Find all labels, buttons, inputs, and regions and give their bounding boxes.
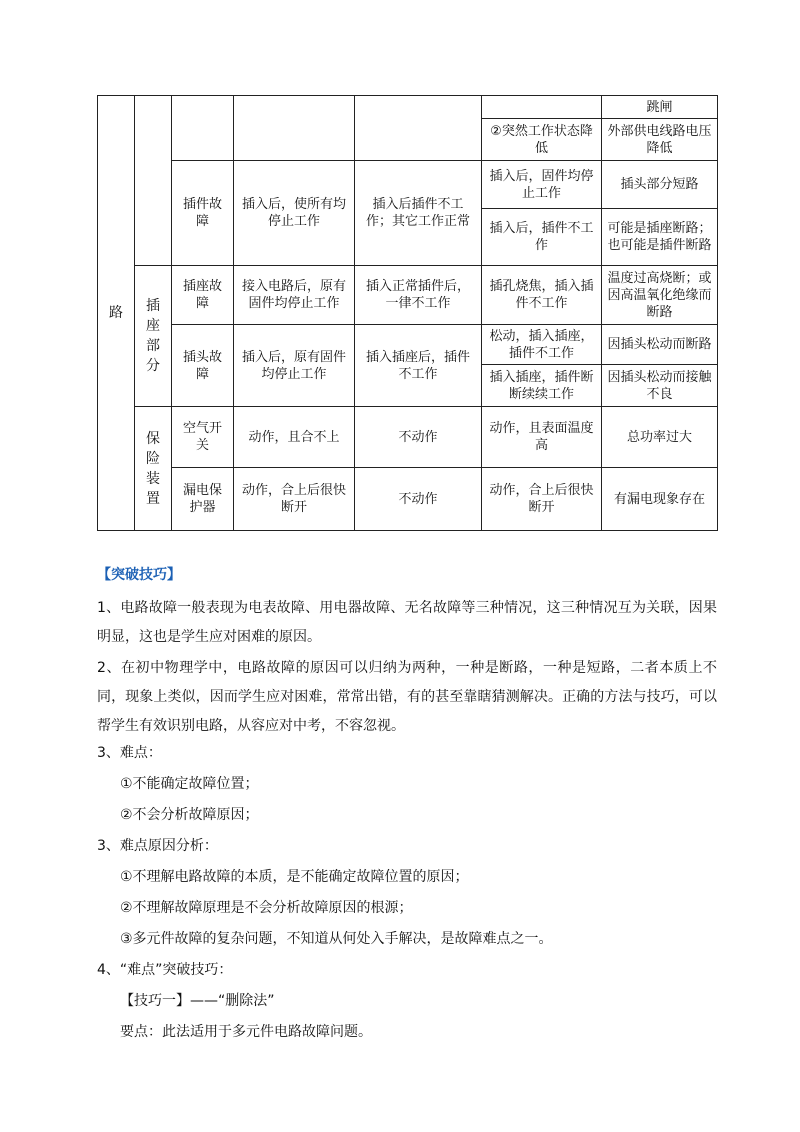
row-header-circuit: 路 (98, 96, 135, 531)
table-cell: 有漏电现象存在 (602, 468, 718, 531)
table-cell: 插头部分短路 (602, 161, 718, 209)
fault-name-cell: 漏电保护器 (172, 468, 234, 531)
circuit-fault-table (97, 95, 718, 531)
table-cell (234, 96, 355, 161)
tips-section (97, 565, 717, 1053)
difficulty-item-2: ②不会分析故障原因； (120, 807, 259, 823)
table-row (98, 161, 718, 209)
table-cell: 跳闸 (602, 96, 718, 119)
tips-title: 4、“难点”突破技巧： (97, 962, 233, 978)
table-cell: 松动，插入插座，插件不工作 (482, 325, 602, 365)
table-cell: 温度过高烧断；或因高温氧化绝缘而断路 (602, 266, 718, 325)
table-cell: 插入后，原有固件均停止工作 (234, 325, 355, 407)
difficulty-title: 3、难点： (97, 745, 162, 761)
table-cell: 不动作 (355, 407, 482, 468)
fault-name-cell: 空气开关 (172, 407, 234, 468)
table-row (98, 96, 718, 119)
table-cell: 动作，合上后很快断开 (234, 468, 355, 531)
table-cell: 不动作 (355, 468, 482, 531)
fault-name-cell: 插头故障 (172, 325, 234, 407)
paragraph-1: 1、电路故障一般表现为电表故障、用电器故障、无名故障等三种情况，这三种情况互为关联，因果明显，这也是学生应对困难的原因。 (97, 600, 717, 645)
paragraph-2: 2、在初中物理学中，电路故障的原因可以归纳为两种，一种是断路，一种是短路，二者本质上不同，现象上类似，因而学生应对困难，常常出错，有的甚至靠瞎猜测解决。正确的方法与技巧，可以帮学生有效识别电路，从容应对中考，不容忽视。 (97, 660, 717, 734)
table-cell: 插入后插件不工作；其它工作正常 (355, 161, 482, 266)
fault-name-cell: 插件故障 (172, 161, 234, 266)
table-cell: 动作，合上后很快断开 (482, 468, 602, 531)
table-cell: 插入插座后，插件不工作 (355, 325, 482, 407)
table-cell: 外部供电线路电压降低 (602, 119, 718, 161)
table-cell: 动作，且表面温度高 (482, 407, 602, 468)
fault-name-cell: 插座故障 (172, 266, 234, 325)
table-cell: ②突然工作状态降低 (482, 119, 602, 161)
group-socket-cell: 插座部分 (135, 266, 172, 407)
table-cell (355, 96, 482, 161)
group-protect-cell: 保险装置 (135, 407, 172, 531)
table-cell: 动作，且合不上 (234, 407, 355, 468)
cause-item-1: ①不理解电路故障的本质，是不能确定故障位置的原因； (120, 869, 469, 885)
table-cell: 插孔烧焦，插入插件不工作 (482, 266, 602, 325)
table-cell: 接入电路后，原有固件均停止工作 (234, 266, 355, 325)
table-cell: 插入后，使所有均停止工作 (234, 161, 355, 266)
table-row (98, 325, 718, 365)
table-row (98, 266, 718, 325)
cause-analysis-title: 3、难点原因分析： (97, 838, 218, 854)
tip-one-title: 【技巧一】——“删除法” (120, 993, 275, 1009)
difficulty-item-1: ①不能确定故障位置； (120, 776, 259, 792)
table-cell: 因插头松动而断路 (602, 325, 718, 365)
cause-item-3: ③多元件故障的复杂问题，不知道从何处入手解决，是故障难点之一。 (120, 931, 553, 947)
table-cell: 插入后，插件不工作 (482, 209, 602, 266)
table-row (98, 468, 718, 531)
table-cell: 因插头松动而接触不良 (602, 365, 718, 407)
table-cell: 总功率过大 (602, 407, 718, 468)
table-row (98, 407, 718, 468)
group-cell-blank (135, 96, 172, 266)
section-heading: 【突破技巧】 (97, 567, 181, 583)
table-cell: 插入后，固件均停止工作 (482, 161, 602, 209)
table-cell (172, 96, 234, 161)
table-cell: 可能是插座断路；也可能是插件断路 (602, 209, 718, 266)
table-cell: 插入正常插件后，一律不工作 (355, 266, 482, 325)
table-cell: 插入插座，插件断断续续工作 (482, 365, 602, 407)
table-cell (482, 96, 602, 119)
tip-one-point: 要点：此法适用于多元件电路故障问题。 (120, 1024, 372, 1040)
cause-item-2: ②不理解故障原理是不会分析故障原因的根源； (120, 900, 413, 916)
